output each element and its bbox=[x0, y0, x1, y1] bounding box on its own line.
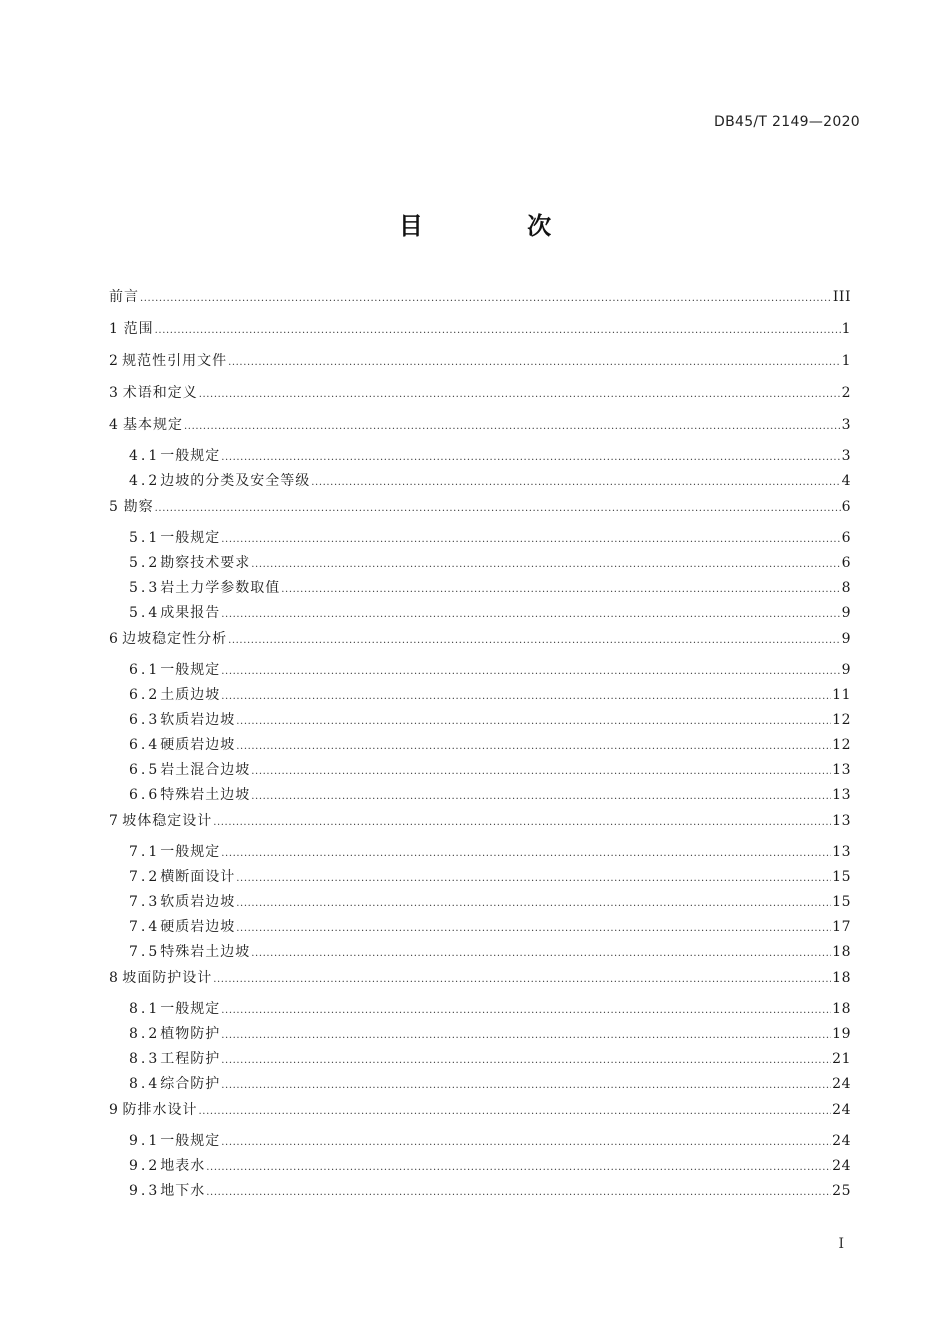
toc-entry-label: 地表水 bbox=[160, 1158, 206, 1174]
toc-entry-number: 5 bbox=[109, 499, 120, 515]
toc-leader-dots bbox=[221, 1024, 831, 1046]
toc-entry-label: 一般规定 bbox=[160, 1001, 221, 1017]
toc-entry-number: 6.4 bbox=[129, 737, 161, 753]
toc-entry-page: 8 bbox=[841, 580, 851, 596]
toc-leader-dots bbox=[251, 785, 831, 807]
toc-entry-label: 土质边坡 bbox=[160, 687, 221, 703]
toc-entry-label: 岩土混合边坡 bbox=[160, 762, 251, 778]
toc-leader-dots bbox=[155, 497, 841, 519]
toc-entry-number: 3 bbox=[109, 385, 120, 401]
toc-entry-page: 18 bbox=[832, 1001, 851, 1017]
toc-entry[interactable] bbox=[109, 350, 851, 382]
toc-leader-dots bbox=[206, 1156, 831, 1178]
toc-entry-page: 24 bbox=[832, 1102, 851, 1118]
toc-entry-number: 7.3 bbox=[129, 894, 161, 910]
toc-entry[interactable] bbox=[109, 867, 851, 892]
toc-entry-label: 综合防护 bbox=[160, 1076, 221, 1092]
toc-entry-number: 7 bbox=[109, 813, 120, 829]
toc-entry-number: 4.1 bbox=[129, 448, 161, 464]
toc-leader-dots bbox=[221, 603, 840, 625]
toc-entry-number: 7.4 bbox=[129, 919, 161, 935]
toc-entry-label: 一般规定 bbox=[160, 530, 221, 546]
toc-leader-dots bbox=[221, 1131, 831, 1153]
toc-entry-label: 一般规定 bbox=[160, 1133, 221, 1149]
toc-leader-dots bbox=[199, 383, 841, 405]
toc-entry-page: 18 bbox=[832, 970, 851, 986]
toc-entry-page: 24 bbox=[832, 1076, 851, 1092]
toc-entry-page: 12 bbox=[832, 737, 851, 753]
toc-entry-number: 9.1 bbox=[129, 1133, 161, 1149]
toc-entry[interactable] bbox=[109, 710, 851, 735]
toc-entry[interactable] bbox=[109, 528, 851, 553]
toc-entry-page: 6 bbox=[841, 499, 851, 515]
toc-entry[interactable] bbox=[109, 967, 851, 999]
page-title: 目 次 bbox=[398, 212, 600, 240]
toc-leader-dots bbox=[221, 446, 840, 468]
toc-leader-dots bbox=[221, 685, 831, 707]
toc-entry-page: 4 bbox=[841, 473, 851, 489]
toc-entry-label: 边坡的分类及安全等级 bbox=[160, 473, 311, 489]
toc-entry-page: 12 bbox=[832, 712, 851, 728]
toc-entry-page: 15 bbox=[832, 894, 851, 910]
toc-entry-page: 2 bbox=[841, 385, 851, 401]
toc-entry-page: 6 bbox=[841, 555, 851, 571]
toc-entry-label: 软质岩边坡 bbox=[160, 712, 236, 728]
toc-entry-page: 11 bbox=[832, 687, 851, 703]
toc-entry-number: 8.2 bbox=[129, 1026, 161, 1042]
toc-entry[interactable] bbox=[109, 735, 851, 760]
toc-entry-number: 6.3 bbox=[129, 712, 161, 728]
toc-leader-dots bbox=[311, 471, 840, 493]
toc-entry-number: 7.1 bbox=[129, 844, 161, 860]
toc-entry-page: 18 bbox=[832, 944, 851, 960]
toc-entry[interactable] bbox=[109, 892, 851, 917]
toc-leader-dots bbox=[140, 287, 832, 309]
toc-entry[interactable] bbox=[109, 318, 851, 350]
toc-leader-dots bbox=[236, 710, 831, 732]
toc-entry-number: 8.4 bbox=[129, 1076, 161, 1092]
toc-entry-label: 硬质岩边坡 bbox=[160, 737, 236, 753]
toc-entry-label: 一般规定 bbox=[160, 448, 221, 464]
toc-entry[interactable] bbox=[109, 1049, 851, 1074]
toc-entry-page: 1 bbox=[841, 353, 851, 369]
toc-leader-dots bbox=[221, 660, 840, 682]
toc-entry-number: 5.2 bbox=[129, 555, 161, 571]
toc-entry-page: 6 bbox=[841, 530, 851, 546]
toc-entry-label: 勘察技术要求 bbox=[160, 555, 251, 571]
toc-entry-number: 6.1 bbox=[129, 662, 161, 678]
toc-entry-page: 21 bbox=[832, 1051, 851, 1067]
toc-entry[interactable] bbox=[109, 286, 851, 318]
toc-entry-page: 13 bbox=[832, 813, 851, 829]
toc-entry-page: 3 bbox=[841, 417, 851, 433]
toc-entry-page: 15 bbox=[832, 869, 851, 885]
toc-entry-number: 7.2 bbox=[129, 869, 161, 885]
toc-entry-page: 25 bbox=[832, 1183, 851, 1199]
toc-entry-number: 1 bbox=[109, 321, 120, 337]
toc-entry[interactable] bbox=[109, 382, 851, 414]
toc-entry[interactable] bbox=[109, 553, 851, 578]
toc-leader-dots bbox=[251, 760, 831, 782]
toc-entry[interactable] bbox=[109, 1099, 851, 1131]
toc-entry-page: 13 bbox=[832, 844, 851, 860]
toc-leader-dots bbox=[184, 415, 841, 437]
toc-leader-dots bbox=[213, 968, 831, 990]
toc-leader-dots bbox=[251, 942, 831, 964]
toc-entry[interactable] bbox=[109, 842, 851, 867]
toc-entry-number: 6 bbox=[109, 631, 120, 647]
toc-entry-number: 6.2 bbox=[129, 687, 161, 703]
toc-entry[interactable] bbox=[109, 942, 851, 967]
toc-leader-dots bbox=[251, 553, 840, 575]
toc-entry-number: 4 bbox=[109, 417, 120, 433]
toc-entry[interactable] bbox=[109, 496, 851, 528]
toc-entry-label: 特殊岩土边坡 bbox=[160, 787, 251, 803]
toc-entry-label: 工程防护 bbox=[160, 1051, 221, 1067]
toc-entry-number: 4.2 bbox=[129, 473, 161, 489]
toc-entry-label: 岩土力学参数取值 bbox=[160, 580, 281, 596]
toc-entry-number: 8.3 bbox=[129, 1051, 161, 1067]
toc-entry[interactable] bbox=[109, 414, 851, 446]
toc-entry-number: 5.4 bbox=[129, 605, 161, 621]
toc-entry[interactable] bbox=[109, 917, 851, 942]
toc-entry-label: 植物防护 bbox=[160, 1026, 221, 1042]
toc-entry-number: 8 bbox=[109, 970, 120, 986]
toc-entry-number: 6.5 bbox=[129, 762, 161, 778]
toc-entry-page: III bbox=[832, 289, 851, 305]
toc-entry-label: 特殊岩土边坡 bbox=[160, 944, 251, 960]
toc-entry[interactable] bbox=[109, 1156, 851, 1181]
toc-entry-page: 24 bbox=[832, 1133, 851, 1149]
toc-entry[interactable] bbox=[109, 660, 851, 685]
toc-entry-label: 前言 bbox=[109, 289, 139, 305]
toc-entry[interactable] bbox=[109, 1024, 851, 1049]
toc-entry-number: 8.1 bbox=[129, 1001, 161, 1017]
toc-leader-dots bbox=[236, 735, 831, 757]
toc-leader-dots bbox=[236, 917, 831, 939]
toc-entry-label: 软质岩边坡 bbox=[160, 894, 236, 910]
toc-entry-number: 2 bbox=[109, 353, 120, 369]
toc-entry[interactable] bbox=[109, 603, 851, 628]
toc-entry-number: 5.1 bbox=[129, 530, 161, 546]
toc-entry[interactable] bbox=[109, 578, 851, 603]
toc-entry-label: 横断面设计 bbox=[160, 869, 236, 885]
toc-leader-dots bbox=[228, 351, 840, 373]
toc-entry[interactable] bbox=[109, 685, 851, 710]
toc-entry-page: 9 bbox=[841, 662, 851, 678]
toc-entry[interactable] bbox=[109, 446, 851, 471]
toc-entry-label: 一般规定 bbox=[160, 844, 221, 860]
toc-entry-page: 9 bbox=[841, 631, 851, 647]
toc-entry-label: 成果报告 bbox=[160, 605, 221, 621]
toc-entry-label: 防排水设计 bbox=[122, 1102, 198, 1118]
toc-entry-label: 术语和定义 bbox=[122, 385, 198, 401]
toc-entry[interactable] bbox=[109, 1181, 851, 1206]
toc-entry[interactable] bbox=[109, 1074, 851, 1099]
toc-entry-label: 规范性引用文件 bbox=[122, 353, 228, 369]
toc-entry-number: 9.2 bbox=[129, 1158, 161, 1174]
toc-entry[interactable] bbox=[109, 999, 851, 1024]
toc-entry-page: 24 bbox=[832, 1158, 851, 1174]
toc-entry[interactable] bbox=[109, 1131, 851, 1156]
page-number: I bbox=[838, 1236, 844, 1252]
toc-entry[interactable] bbox=[109, 810, 851, 842]
toc-entry-label: 坡面防护设计 bbox=[122, 970, 213, 986]
toc-entry-page: 19 bbox=[832, 1026, 851, 1042]
toc-leader-dots bbox=[199, 1100, 832, 1122]
toc-entry-page: 1 bbox=[841, 321, 851, 337]
toc-entry-label: 范围 bbox=[123, 321, 154, 337]
toc-leader-dots bbox=[236, 867, 831, 889]
toc-leader-dots bbox=[206, 1181, 831, 1203]
toc-entry-page: 3 bbox=[841, 448, 851, 464]
toc-leader-dots bbox=[221, 1049, 831, 1071]
toc-entry[interactable] bbox=[109, 785, 851, 810]
toc-entry-page: 13 bbox=[832, 787, 851, 803]
toc-leader-dots bbox=[236, 892, 831, 914]
toc-leader-dots bbox=[221, 999, 831, 1021]
toc-leader-dots bbox=[221, 1074, 831, 1096]
toc-leader-dots bbox=[155, 319, 841, 341]
toc-leader-dots bbox=[213, 811, 831, 833]
toc-leader-dots bbox=[221, 528, 840, 550]
toc-entry[interactable] bbox=[109, 628, 851, 660]
toc-entry-label: 基本规定 bbox=[123, 417, 184, 433]
toc-entry[interactable] bbox=[109, 471, 851, 496]
table-of-contents bbox=[109, 286, 851, 1206]
toc-entry-number: 6.6 bbox=[129, 787, 161, 803]
toc-entry-number: 9.3 bbox=[129, 1183, 161, 1199]
toc-entry[interactable] bbox=[109, 760, 851, 785]
toc-entry-label: 勘察 bbox=[123, 499, 154, 515]
toc-entry-label: 一般规定 bbox=[160, 662, 221, 678]
toc-entry-number: 9 bbox=[109, 1102, 120, 1118]
toc-entry-number: 5.3 bbox=[129, 580, 161, 596]
toc-entry-page: 9 bbox=[841, 605, 851, 621]
toc-entry-number: 7.5 bbox=[129, 944, 161, 960]
toc-leader-dots bbox=[228, 629, 840, 651]
toc-leader-dots bbox=[281, 578, 840, 600]
toc-entry-label: 边坡稳定性分析 bbox=[122, 631, 228, 647]
toc-leader-dots bbox=[221, 842, 831, 864]
toc-entry-label: 坡体稳定设计 bbox=[122, 813, 213, 829]
document-code: DB45/T 2149—2020 bbox=[714, 114, 860, 130]
toc-entry-page: 17 bbox=[832, 919, 851, 935]
toc-entry-page: 13 bbox=[832, 762, 851, 778]
toc-entry-label: 地下水 bbox=[160, 1183, 206, 1199]
toc-entry-label: 硬质岩边坡 bbox=[160, 919, 236, 935]
